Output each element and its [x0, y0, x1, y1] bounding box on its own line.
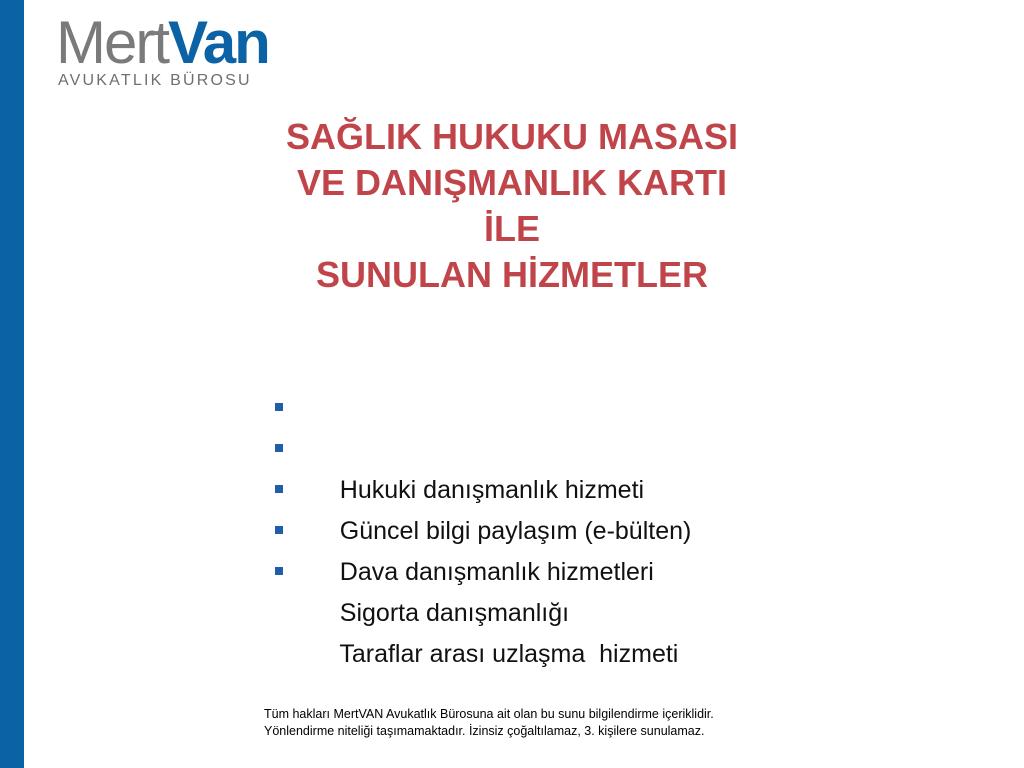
firm-logo: [56, 8, 296, 88]
service-label: Dava danışmanlık hizmetleri: [339, 558, 654, 586]
copyright-footer: [264, 706, 714, 740]
services-list: [270, 388, 692, 668]
title-line: SAĞLIK HUKUKU MASASI: [285, 116, 738, 157]
title-line: İLE: [483, 208, 540, 249]
service-label: Taraflar arası uzlaşma hizmeti: [339, 640, 679, 668]
list-item: [270, 388, 691, 504]
logo-name-part2: Van: [168, 9, 269, 76]
service-label: Sigorta danışmanlığı: [339, 599, 570, 627]
slide-title: [192, 114, 832, 298]
square-bullet-icon: [275, 403, 283, 411]
logo-name-part1: Mert: [56, 9, 168, 76]
footer-line: Tüm hakları MertVAN Avukatlık Bürosuna ait olan bu sunu bilgilendirme içeriklidir.: [264, 707, 714, 721]
title-line: VE DANIŞMANLIK KARTI: [297, 162, 727, 203]
square-bullet-icon: [275, 567, 283, 575]
logo-wordmark: [56, 8, 269, 78]
square-bullet-icon: [275, 526, 283, 534]
service-label: Güncel bilgi paylaşım (e-bülten): [339, 517, 692, 545]
logo-subtitle: AVUKATLIK BÜROSU: [58, 72, 252, 89]
title-line: SUNULAN HİZMETLER: [316, 254, 708, 295]
square-bullet-icon: [275, 485, 283, 493]
square-bullet-icon: [275, 444, 283, 452]
footer-line: Yönlendirme niteliği taşımamaktadır. İzinsiz çoğaltılamaz, 3. kişilere sunulamaz.: [264, 724, 705, 738]
side-accent-bar: [0, 0, 24, 768]
service-label: Hukuki danışmanlık hizmeti: [339, 476, 645, 504]
